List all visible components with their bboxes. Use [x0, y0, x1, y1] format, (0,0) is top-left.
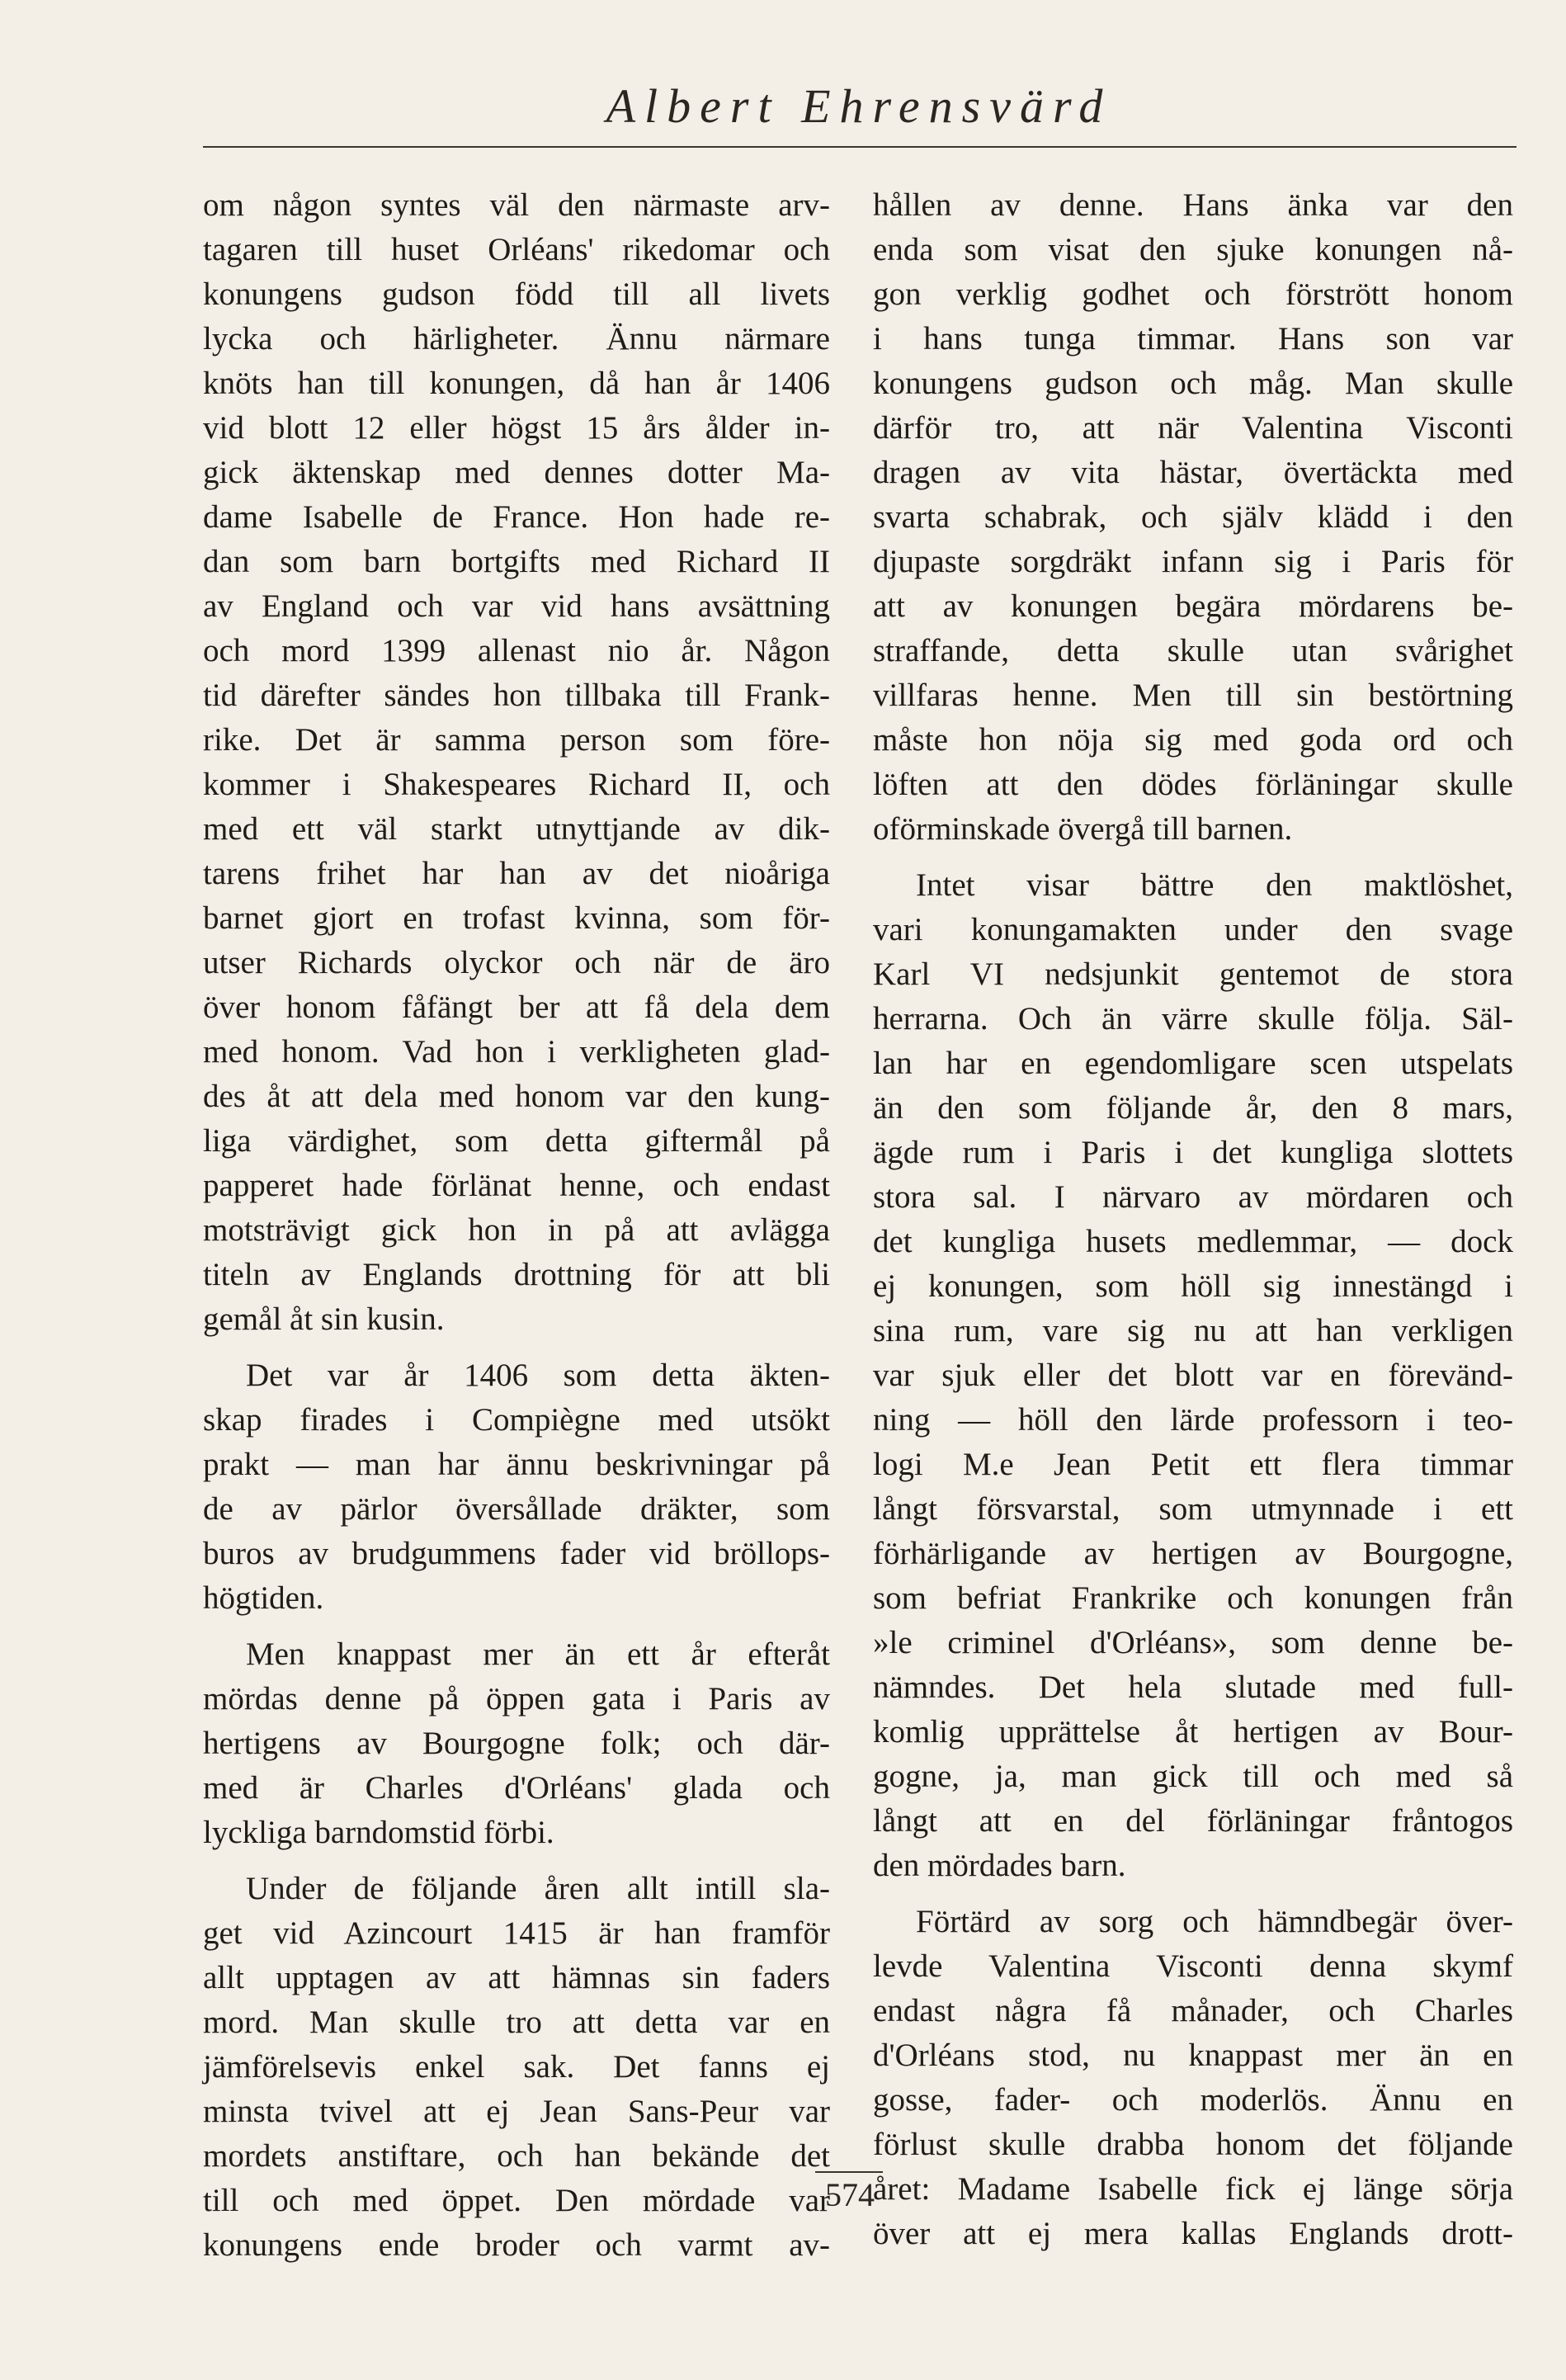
page-number-rule: [815, 2171, 883, 2173]
text-line: vid blott 12 eller högst 15 års ålder in-: [203, 410, 830, 446]
paragraph-gap: [873, 852, 1513, 863]
text-line: svarta schabrak, och själv klädd i den: [873, 499, 1513, 535]
text-line: knöts han till konungen, då han år 1406: [203, 366, 830, 401]
text-line: skap firades i Compiègne med utsökt: [203, 1402, 830, 1438]
text-line: komlig upprättelse åt hertigen av Bour-: [873, 1714, 1513, 1750]
running-head-title: Albert Ehrensvärd: [606, 79, 1112, 133]
text-line: levde Valentina Visconti denna skymf: [873, 1948, 1513, 1984]
text-line: papperet hade förlänat henne, och endast: [203, 1168, 830, 1203]
text-line: lan har en egendomligare scen utspelats: [873, 1046, 1513, 1081]
text-line: mord. Man skulle tro att detta var en: [203, 2005, 830, 2040]
text-line: djupaste sorgdräkt infann sig i Paris för: [873, 544, 1513, 579]
text-line: kommer i Shakespeares Richard II, och: [203, 767, 830, 802]
text-line: de av pärlor översållade dräkter, som: [203, 1491, 830, 1527]
text-line: tarens frihet har han av det nioåriga: [203, 856, 830, 891]
right-text-column: [873, 183, 1513, 2256]
text-line: Förtärd av sorg och hämndbegär över-: [916, 1904, 1513, 1939]
text-line: rike. Det är samma person som före-: [203, 722, 830, 758]
text-line: var sjuk eller det blott var en förevänd-: [873, 1358, 1513, 1393]
text-line: straffande, detta skulle utan svårighet: [873, 633, 1513, 668]
text-line: i hans tunga timmar. Hans son var: [873, 321, 1513, 357]
paragraph-gap: [873, 1888, 1513, 1900]
text-line: långt att en del förläningar fråntogos: [873, 1803, 1513, 1839]
text-line: med honom. Vad hon i verkligheten glad-: [203, 1034, 830, 1070]
text-line: stora sal. I närvaro av mördaren och: [873, 1179, 1513, 1215]
text-line: dragen av vita hästar, övertäckta med: [873, 455, 1513, 490]
text-line: dame Isabelle de France. Hon hade re-: [203, 499, 830, 535]
text-line: jämförelsevis enkel sak. Det fanns ej: [203, 2049, 830, 2085]
text-line: sina rum, vare sig nu att han verkligen: [873, 1313, 1513, 1348]
text-line: hållen av denne. Hans änka var den: [873, 187, 1513, 223]
text-line: förhärligande av hertigen av Bourgogne,: [873, 1536, 1513, 1571]
text-line: get vid Azincourt 1415 är han framför: [203, 1915, 830, 1951]
text-line: villfaras henne. Men till sin bestörtning: [873, 678, 1513, 713]
text-line: det kungliga husets medlemmar, — dock: [873, 1224, 1513, 1259]
text-line: Intet visar bättre den maktlöshet,: [916, 867, 1513, 903]
text-line: med ett väl starkt utnyttjande av dik-: [203, 811, 830, 847]
text-line: tagaren till huset Orléans' rikedomar och: [203, 232, 830, 267]
text-line: minsta tvivel att ej Jean Sans-Peur var: [203, 2094, 830, 2129]
text-line: över honom fåfängt ber att få dela dem: [203, 989, 830, 1025]
text-line: konungens gudson född till all livets: [203, 276, 830, 312]
text-line: den mördades barn.: [873, 1848, 1126, 1883]
text-line: som befriat Frankrike och konungen från: [873, 1580, 1513, 1616]
text-line: allt upptagen av att hämnas sin faders: [203, 1960, 830, 1995]
paragraph-gap: [203, 1621, 830, 1632]
text-line: till och med öppet. Den mördade var: [203, 2183, 830, 2218]
text-line: mordets anstiftare, och han bekände det: [203, 2138, 830, 2174]
text-line: gemål åt sin kusin.: [203, 1301, 445, 1337]
text-line: konungens gudson och måg. Man skulle: [873, 366, 1513, 401]
text-line: lyckliga barndomstid förbi.: [203, 1815, 554, 1850]
text-line: gick äktenskap med dennes dotter Ma-: [203, 455, 830, 490]
text-line: högtiden.: [203, 1580, 324, 1616]
text-line: och mord 1399 allenast nio år. Någon: [203, 633, 830, 668]
paragraph-gap: [203, 1855, 830, 1867]
text-line: Karl VI nedsjunkit gentemot de stora: [873, 956, 1513, 992]
text-line: d'Orléans stod, nu knappast mer än en: [873, 2038, 1513, 2073]
text-line: vari konungamakten under den svage: [873, 912, 1513, 947]
text-line: logi M.e Jean Petit ett flera timmar: [873, 1447, 1513, 1482]
text-line: ning — höll den lärde professorn i teo-: [873, 1402, 1513, 1438]
text-line: des åt att dela med honom var den kung-: [203, 1079, 830, 1114]
text-line: herrarna. Och än värre skulle följa. Säl-: [873, 1001, 1513, 1037]
text-line: »le criminel d'Orléans», som denne be-: [873, 1625, 1513, 1660]
text-line: liga värdighet, som detta giftermål på: [203, 1123, 830, 1159]
text-line: konungens ende broder och varmt av-: [203, 2227, 830, 2263]
header-rule: [203, 146, 1516, 148]
left-text-column: [203, 183, 830, 2268]
text-line: året: Madame Isabelle fick ej länge sörja: [873, 2171, 1513, 2207]
text-line: Men knappast mer än ett år efteråt: [246, 1636, 830, 1672]
text-line: med är Charles d'Orléans' glada och: [203, 1770, 830, 1806]
text-line: förlust skulle drabba honom det följande: [873, 2127, 1513, 2162]
text-line: över att ej mera kallas Englands drott-: [873, 2216, 1513, 2251]
text-line: enda som visat den sjuke konungen nå-: [873, 232, 1513, 267]
text-line: Under de följande åren allt intill sla-: [246, 1871, 830, 1906]
text-line: titeln av Englands drottning för att bli: [203, 1257, 830, 1292]
text-line: oförminskade övergå till barnen.: [873, 811, 1293, 847]
text-line: motsträvigt gick hon in på att avlägga: [203, 1212, 830, 1248]
text-line: löften att den dödes förläningar skulle: [873, 767, 1513, 802]
text-line: gon verklig godhet och förstrött honom: [873, 276, 1513, 312]
text-line: barnet gjort en trofast kvinna, som för-: [203, 900, 830, 936]
text-line: gosse, fader- och moderlös. Ännu en: [873, 2082, 1513, 2118]
text-line: än den som följande år, den 8 mars,: [873, 1090, 1513, 1126]
text-line: dan som barn bortgifts med Richard II: [203, 544, 830, 579]
text-line: av England och var vid hans avsättning: [203, 588, 830, 624]
text-line: nämndes. Det hela slutade med full-: [873, 1669, 1513, 1705]
text-line: mördas denne på öppen gata i Paris av: [203, 1681, 830, 1717]
page-number: 574: [825, 2176, 875, 2213]
text-line: gogne, ja, man gick till och med så: [873, 1759, 1513, 1794]
text-line: lycka och härligheter. Ännu närmare: [203, 321, 830, 357]
text-line: ej konungen, som höll sig innestängd i: [873, 1268, 1513, 1304]
paragraph-gap: [203, 1342, 830, 1353]
text-line: buros av brudgummens fader vid bröllops-: [203, 1536, 830, 1571]
text-line: hertigens av Bourgogne folk; och där-: [203, 1726, 830, 1761]
text-line: prakt — man har ännu beskrivningar på: [203, 1447, 830, 1482]
text-line: utser Richards olyckor och när de äro: [203, 945, 830, 980]
text-line: långt försvarstal, som utmynnade i ett: [873, 1491, 1513, 1527]
text-line: endast några få månader, och Charles: [873, 1993, 1513, 2028]
text-line: måste hon nöja sig med goda ord och: [873, 722, 1513, 758]
text-line: Det var år 1406 som detta äkten-: [246, 1358, 830, 1393]
text-line: därför tro, att när Valentina Visconti: [873, 410, 1513, 446]
text-line: om någon syntes väl den närmaste arv-: [203, 187, 830, 223]
text-line: ägde rum i Paris i det kungliga slottets: [873, 1135, 1513, 1170]
text-line: tid därefter sändes hon tillbaka till Frank-: [203, 678, 830, 713]
text-line: att av konungen begära mördarens be-: [873, 588, 1513, 624]
